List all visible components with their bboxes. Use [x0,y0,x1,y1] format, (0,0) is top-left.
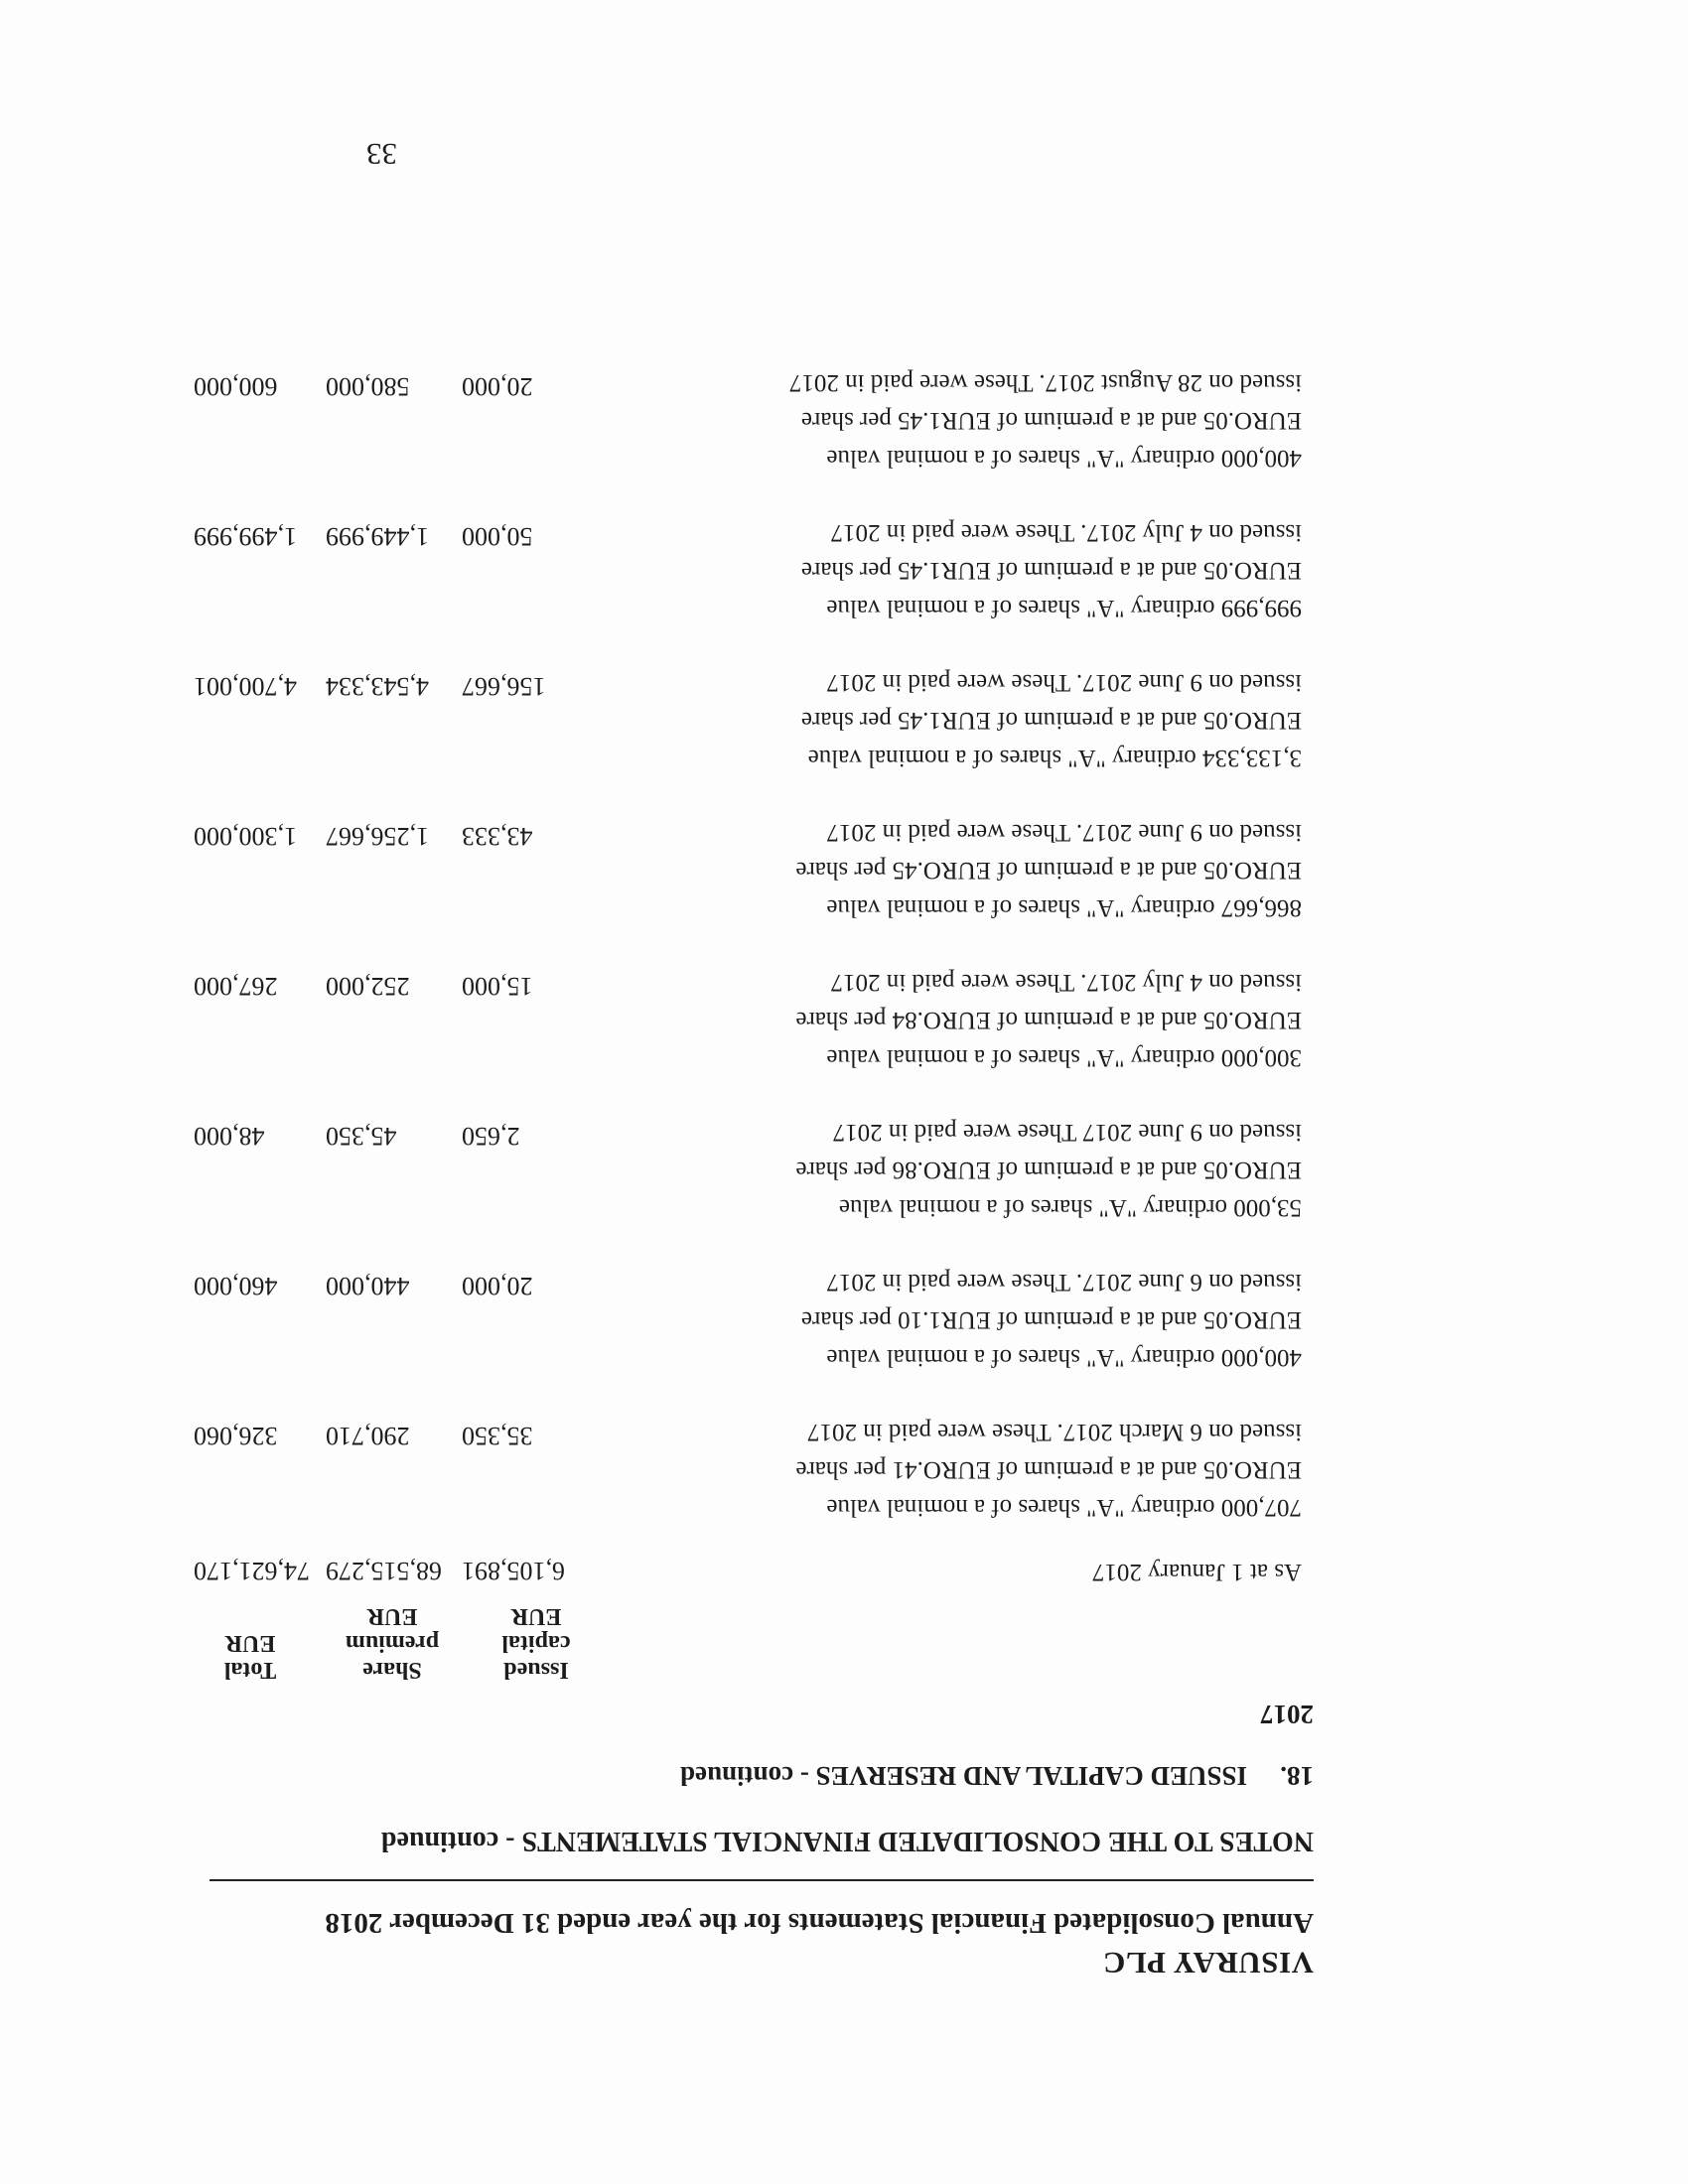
issued-capital-value: 15,000 [462,972,533,1001]
description-line: EURO.05 and at a premium of EUR1.45 per share [800,407,1302,434]
column-header-line: Issued [503,1657,569,1683]
description-line: EURO.05 and at a premium of EUR1.45 per share [800,557,1302,584]
issued-capital-value: 156,667 [462,672,546,701]
column-header-line: premium [345,1630,440,1656]
description-line: 866,667 ordinary "A" shares of a nominal value [826,894,1302,921]
opening-issued-capital: 6,105,891 [462,1557,565,1585]
share-premium-value: 45,350 [326,1122,397,1151]
share-issue-description [795,1113,1302,1226]
page-number: 33 [366,137,397,172]
share-issue-description [800,513,1302,626]
description-line: EURO.05 and at a premium of EURO.41 per share [795,1456,1302,1483]
description-line: EURO.05 and at a premium of EURO.86 per share [795,1157,1302,1183]
column-header-line: Share [362,1657,422,1683]
issued-capital-value: 35,350 [462,1422,533,1450]
share-premium-value: 1,449,999 [326,522,429,551]
total-value: 460,000 [194,1272,278,1300]
column-header-line: Total [223,1657,277,1683]
opening-share-premium: 68,515,279 [326,1557,442,1585]
issued-capital-value: 20,000 [462,1272,533,1300]
description-line: 999,999 ordinary "A" shares of a nominal value [826,595,1302,621]
share-issue-description [788,363,1302,477]
opening-balance-label: As at 1 January 2017 [1091,1559,1302,1585]
company-name: VISURAY PLC [1102,1946,1314,1980]
description-line: 3,133,334 ordinary "A" shares of a nominal value [807,745,1302,771]
description-line: EURO.05 and at a premium of EUR1.45 per share [800,707,1302,734]
total-value: 1,499,999 [194,522,297,551]
description-line: 707,000 ordinary "A" shares of a nominal value [826,1494,1302,1521]
total-value: 600,000 [194,372,278,401]
share-premium-value: 580,000 [326,372,410,401]
issued-capital-value: 2,650 [462,1122,520,1151]
description-line: EURO.05 and at a premium of EUR1.10 per share [800,1306,1302,1333]
total-value: 48,000 [194,1122,265,1151]
share-issue-description [795,813,1302,926]
description-line: 400,000 ordinary "A" shares of a nominal value [826,1344,1302,1371]
description-line: issued on 4 July 2017. These were paid in 2017 [830,519,1302,546]
section-number: 18. [1280,1761,1314,1791]
description-line: 53,000 ordinary "A" shares of a nominal value [838,1194,1302,1221]
share-premium-value: 440,000 [326,1272,410,1300]
header-rule [210,1879,1314,1881]
issued-capital-value: 20,000 [462,372,533,401]
column-header-line: capital [501,1630,571,1656]
column-header-total [171,1629,330,1683]
total-value: 4,700,001 [194,672,297,701]
description-line: EURO.05 and at a premium of EURO.84 per share [795,1007,1302,1033]
column-header-issued-capital [457,1602,616,1683]
notes-title: NOTES TO THE CONSOLIDATED FINANCIAL STATEMENTS - continued [380,1826,1314,1856]
column-header-share-premium [313,1602,472,1683]
total-value: 267,000 [194,972,278,1001]
column-header-unit: EUR [510,1603,562,1629]
description-line: 400,000 ordinary "A" shares of a nominal value [826,445,1302,472]
total-value: 1,300,000 [194,822,297,851]
issued-capital-value: 50,000 [462,522,533,551]
description-line: issued on 9 June 2017 These were paid in 2017 [832,1119,1302,1146]
total-value: 326,060 [194,1422,278,1450]
description-line: 300,000 ordinary "A" shares of a nominal value [826,1044,1302,1071]
report-subtitle: Annual Consolidated Financial Statements for the year ended 31 December 2018 [325,1907,1314,1939]
share-premium-value: 252,000 [326,972,410,1001]
description-line: EURO.05 and at a premium of EURO.45 per share [795,857,1302,884]
description-line: issued on 28 August 2017. These were paid in 2017 [788,369,1302,396]
share-premium-value: 1,256,667 [326,822,429,851]
description-line: issued on 9 June 2017. These were paid in 2017 [826,669,1302,696]
share-issue-description [800,1263,1302,1376]
opening-total: 74,621,170 [194,1557,310,1585]
section-title: ISSUED CAPITAL AND RESERVES - continued [680,1761,1247,1791]
share-premium-value: 4,543,334 [326,672,429,701]
column-header-unit: EUR [224,1630,276,1656]
share-issue-description [795,963,1302,1076]
description-line: issued on 6 March 2017. These were paid in 2017 [806,1419,1302,1445]
issued-capital-value: 43,333 [462,822,533,851]
description-line: issued on 4 July 2017. These were paid in 2017 [830,969,1302,996]
share-issue-description [795,1413,1302,1526]
column-header-unit: EUR [366,1603,418,1629]
share-premium-value: 290,710 [326,1422,410,1450]
share-issue-description [800,663,1302,776]
section-year: 2017 [1260,1700,1314,1729]
description-line: issued on 9 June 2017. These were paid in 2017 [826,819,1302,846]
description-line: issued on 6 June 2017. These were paid in 2017 [826,1269,1302,1296]
